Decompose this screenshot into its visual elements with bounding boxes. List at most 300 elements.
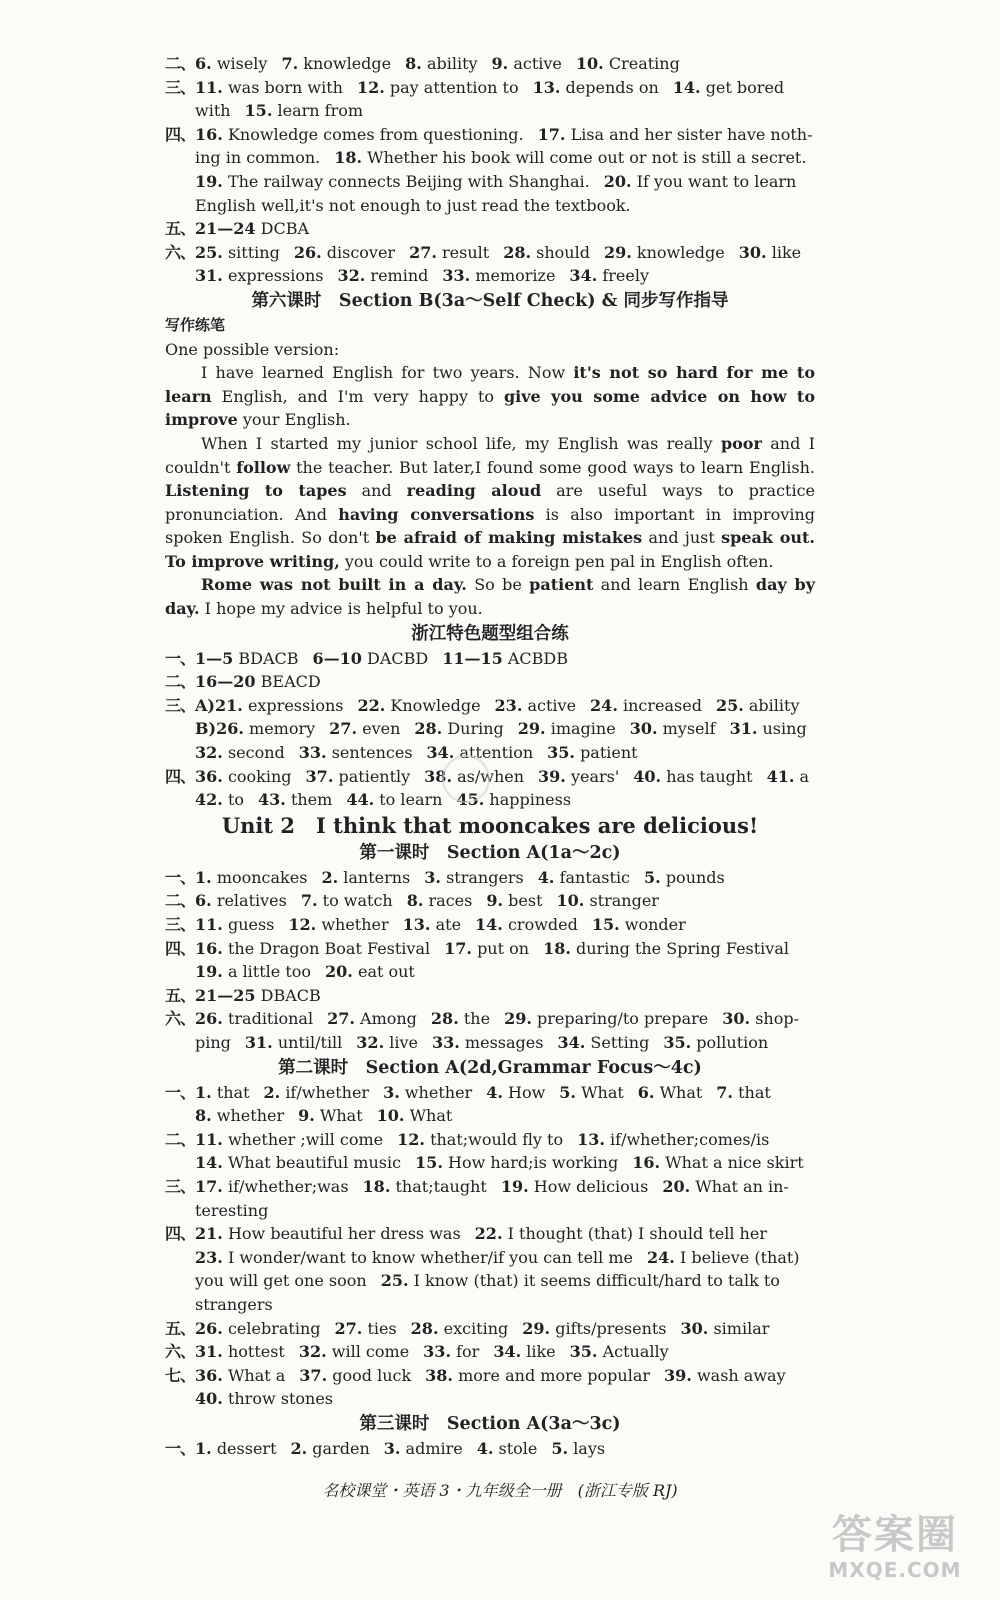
answer-text: knowledge <box>303 54 392 73</box>
answer-text: Knowledge <box>390 695 481 715</box>
answer-text: shop- <box>755 1009 799 1029</box>
question-number: 11. <box>195 77 223 97</box>
answer-line <box>165 1340 815 1364</box>
question-number: 23. <box>494 695 523 715</box>
answer-text: best <box>508 891 543 911</box>
writing-paragraph-2 <box>165 432 815 574</box>
essay-text: you could write to a foreign pen pal in English often. <box>339 551 774 571</box>
question-number: 12. <box>397 1129 425 1149</box>
question-number: 26. <box>195 1318 223 1338</box>
section-number: 四、 <box>165 938 196 958</box>
question-number: 25. <box>380 1271 409 1291</box>
question-number: 34. <box>493 1342 522 1362</box>
essay-text: and learn English <box>593 575 756 595</box>
question-number: 7. <box>281 54 299 73</box>
answer-line <box>165 1387 815 1411</box>
answer-text: increased <box>622 695 702 715</box>
answer-text: DACBD <box>367 648 429 668</box>
section-number: 一、 <box>165 1438 196 1458</box>
question-number: 28. <box>503 242 532 262</box>
answer-text: Creating <box>608 54 680 73</box>
question-number: 33. <box>442 266 471 286</box>
answer-text: whether <box>216 1106 285 1126</box>
question-number: 10. <box>556 891 585 911</box>
answer-text: What a nice skirt <box>665 1153 804 1173</box>
answer-text: I wonder/want to know whether/if you can tell me <box>227 1247 633 1267</box>
answer-line <box>165 937 815 961</box>
answer-text: knowledge <box>636 242 725 262</box>
section-number: 二、 <box>165 54 196 73</box>
question-number: 18. <box>543 938 571 958</box>
answer-text: lanterns <box>343 867 411 887</box>
question-number: 25. <box>715 695 744 715</box>
essay-text: are useful ways to practice pronunciation. And <box>165 481 816 524</box>
question-number: 37. <box>299 1365 328 1385</box>
answer-text: garden <box>312 1438 370 1458</box>
lesson-1-heading: 第一课时 Section A(1a～2c) <box>359 842 621 863</box>
question-number: B)26. <box>195 719 244 739</box>
highlight-phrase: follow <box>236 457 291 477</box>
section-number: 五、 <box>165 1318 196 1338</box>
question-number: 35. <box>663 1032 692 1052</box>
question-number: 11. <box>195 915 223 934</box>
answer-line <box>165 741 815 765</box>
answer-text: ACBDB <box>507 648 568 668</box>
answer-text: DBACB <box>260 985 321 1005</box>
answer-text: BEACD <box>260 672 321 692</box>
question-number: 2. <box>290 1438 308 1458</box>
answer-text: What <box>581 1082 624 1102</box>
answer-line <box>165 1437 815 1461</box>
answer-text: was born with <box>227 77 343 97</box>
question-number: 32. <box>356 1032 385 1052</box>
answer-line <box>165 889 815 913</box>
question-number: 9. <box>486 891 504 911</box>
question-number: 32. <box>298 1342 327 1362</box>
section-number: 四、 <box>165 124 196 144</box>
section-number: 四、 <box>165 766 196 786</box>
question-number: 18. <box>362 1176 391 1196</box>
question-number: 39. <box>664 1365 692 1385</box>
question-number: 17. <box>444 938 472 958</box>
answer-text: What an in- <box>695 1176 789 1196</box>
lesson-6-heading: 第六课时 Section B(3a～Self Check) & 同步写作指导 <box>251 290 729 311</box>
question-number: 19. <box>195 171 223 191</box>
question-number: 34. <box>557 1032 586 1052</box>
answer-text: BDACB <box>238 648 299 668</box>
question-number: 13. <box>532 77 561 97</box>
question-number: 20. <box>662 1176 691 1196</box>
essay-text: and just <box>642 528 722 548</box>
answer-text: How delicious <box>533 1176 649 1196</box>
answer-text: What beautiful music <box>227 1153 402 1173</box>
question-number: 24. <box>590 695 618 715</box>
answer-text: races <box>428 891 473 911</box>
question-number: 13. <box>402 915 431 934</box>
answer-text: for <box>456 1342 480 1362</box>
answer-text: to <box>227 790 244 810</box>
question-number: 8. <box>195 1106 212 1126</box>
question-number: 32. <box>337 266 366 286</box>
answer-line <box>165 52 815 76</box>
answer-text: that <box>738 1082 771 1102</box>
question-number: 11. <box>195 1129 223 1149</box>
question-number: 27. <box>327 1009 355 1029</box>
question-number: 31. <box>244 1032 273 1052</box>
answer-text: live <box>389 1032 418 1052</box>
section-number: 二、 <box>165 1129 196 1149</box>
section-number: 五、 <box>165 219 196 239</box>
question-number: 8. <box>405 54 422 73</box>
answer-text: fantastic <box>559 867 631 887</box>
answer-text: whether <box>321 915 389 934</box>
question-number: 24. <box>647 1247 675 1267</box>
answer-text: to watch <box>322 891 393 911</box>
answer-text: pay attention to <box>389 77 519 97</box>
section-number: 三、 <box>165 915 196 934</box>
question-number: A)21. <box>195 695 243 715</box>
answer-text: that;would fly to <box>430 1129 564 1149</box>
question-number: 11—15 <box>442 648 503 668</box>
question-number: 21—25 <box>195 985 256 1005</box>
question-number: 4. <box>476 1438 494 1458</box>
answer-text: traditional <box>227 1009 314 1029</box>
question-number: 32. <box>195 743 223 763</box>
answer-text: memorize <box>475 266 556 286</box>
writing-paragraph-3 <box>165 573 815 620</box>
answer-text: discover <box>326 242 396 262</box>
answer-text: How <box>507 1082 546 1102</box>
watermark-mark: 答案圈 <box>832 1512 958 1558</box>
answer-text: wisely <box>216 54 268 73</box>
answer-line <box>165 146 815 170</box>
question-number: 1. <box>195 1082 212 1102</box>
answer-text: patiently <box>338 766 411 786</box>
question-number: 33. <box>298 743 327 763</box>
section-number: 五、 <box>165 985 196 1005</box>
essay-text: and <box>346 481 407 501</box>
answer-text: DCBA <box>260 219 310 239</box>
question-number: 29. <box>603 242 632 262</box>
answer-text: ing in common. <box>195 148 321 168</box>
answer-text: as/when <box>457 766 525 786</box>
answer-line <box>165 670 815 694</box>
highlight-phrase: day by day. <box>165 575 816 619</box>
answer-text: pounds <box>665 867 725 887</box>
unit-title: Unit 2 I think that mooncakes are delicious! <box>221 812 759 838</box>
answer-line <box>165 241 815 265</box>
highlight-phrase: speak out. To improve writing, <box>165 528 815 571</box>
question-number: 21—24 <box>195 219 256 239</box>
question-number: 19. <box>195 962 223 982</box>
question-number: 45. <box>456 790 485 810</box>
question-number: 26. <box>195 1009 223 1029</box>
essay-text: and I couldn't <box>165 433 816 477</box>
page-footer: 名校课堂・英语 3・九年级全一册 (浙江专版 RJ) <box>322 1481 678 1500</box>
highlight-phrase: having conversations <box>338 504 535 524</box>
answer-text: Actually <box>602 1342 669 1362</box>
answers-lesson-2 <box>165 1081 815 1411</box>
question-number: 27. <box>334 1318 363 1338</box>
essay-text: the teacher. But later,I found some good ways to learn English. <box>290 457 816 477</box>
answer-line <box>165 1222 815 1246</box>
answer-text: throw stones <box>227 1389 333 1409</box>
answer-text: the Dragon Boat Festival <box>227 938 431 958</box>
highlight-phrase: Rome was not built in a day. <box>201 575 467 595</box>
question-number: 15. <box>244 101 273 121</box>
writing-paragraph-1 <box>165 361 815 432</box>
answer-text: Knowledge comes from questioning. <box>227 124 524 144</box>
answer-page <box>165 52 815 1460</box>
answer-line <box>165 217 815 241</box>
question-number: 16. <box>195 938 223 958</box>
answer-text: sentences <box>331 743 413 763</box>
answer-text: active <box>513 54 562 73</box>
answer-text: with <box>195 101 231 121</box>
question-number: 15. <box>415 1153 443 1173</box>
answer-text: even <box>362 719 401 739</box>
answer-text: like <box>526 1342 556 1362</box>
question-number: 12. <box>356 77 385 97</box>
answer-line <box>165 194 815 218</box>
essay-text: When I started my junior school life, my English was really <box>201 433 721 453</box>
answer-text: I thought (that) I should tell her <box>507 1224 767 1244</box>
answers-lesson-3 <box>165 1437 815 1461</box>
essay-text: I have learned English for two years. Now <box>201 363 574 383</box>
question-number: 10. <box>376 1106 405 1126</box>
answer-text: stranger <box>589 891 659 911</box>
question-number: 34. <box>569 266 598 286</box>
answer-text: wash away <box>696 1365 786 1385</box>
answer-text: myself <box>662 719 716 739</box>
section-number: 四、 <box>165 1224 196 1244</box>
question-number: 9. <box>491 54 509 73</box>
answer-text: learn from <box>277 101 364 121</box>
question-number: 14. <box>672 77 701 97</box>
answers-unit1-section <box>165 52 815 288</box>
answer-text: During <box>447 719 504 739</box>
question-number: 3. <box>383 1082 400 1102</box>
question-number: 28. <box>430 1009 459 1029</box>
question-number: 40. <box>633 766 662 786</box>
answer-text: English well,it's not enough to just read the textbook. <box>195 195 631 215</box>
answer-text: result <box>442 242 490 262</box>
essay-text: So be <box>466 575 530 595</box>
answer-text: ate <box>435 915 462 934</box>
question-number: 37. <box>305 766 334 786</box>
answer-text: a little too <box>227 962 312 982</box>
answer-text: a <box>799 766 810 786</box>
answer-text: if/whether;was <box>227 1176 349 1196</box>
question-number: 36. <box>195 1365 223 1385</box>
question-number: 21. <box>195 1224 223 1244</box>
answer-text: celebrating <box>227 1318 321 1338</box>
answer-text: dessert <box>216 1438 277 1458</box>
answer-line <box>165 1246 815 1270</box>
answer-line <box>165 960 815 984</box>
question-number: 12. <box>288 915 317 934</box>
question-number: 30. <box>680 1318 709 1338</box>
highlight-phrase: Listening to tapes <box>165 481 347 501</box>
answer-text: lays <box>573 1438 606 1458</box>
answer-text: like <box>771 242 802 262</box>
essay-text: your English. <box>237 410 351 430</box>
answer-line <box>165 866 815 890</box>
question-number: 3. <box>383 1438 401 1458</box>
question-number: 4. <box>537 867 555 887</box>
question-number: 28. <box>414 719 443 739</box>
question-number: 22. <box>474 1224 503 1244</box>
highlight-phrase: give you some advice on how to improve <box>165 386 815 430</box>
answer-text: during the Spring Festival <box>576 938 789 958</box>
question-number: 9. <box>298 1106 315 1126</box>
question-number: 6—10 <box>312 648 362 668</box>
answer-text: second <box>227 743 285 763</box>
question-number: 17. <box>537 124 566 144</box>
question-number: 39. <box>538 766 566 786</box>
highlight-phrase: it's not so hard for me to learn <box>165 363 815 406</box>
answer-line <box>165 913 815 937</box>
answers-lesson-1 <box>165 866 815 1055</box>
answer-text: get bored <box>705 77 785 97</box>
question-number: 3. <box>424 867 441 887</box>
essay-text: English, and I'm very happy to <box>211 386 504 406</box>
zhejiang-heading: 浙江特色题型组合练 <box>411 623 569 644</box>
answer-text: pollution <box>696 1032 769 1052</box>
question-number: 23. <box>195 1247 223 1267</box>
answer-text: Setting <box>590 1032 650 1052</box>
answer-text: How hard;is working <box>447 1153 619 1173</box>
section-number: 二、 <box>165 891 196 911</box>
highlight-phrase: patient <box>529 575 594 595</box>
answer-line <box>165 99 815 123</box>
answer-text: years' <box>570 766 620 786</box>
answer-text: until/till <box>277 1032 343 1052</box>
writing-label: 写作练笔 <box>165 315 226 334</box>
question-number: 43. <box>258 790 286 810</box>
answer-text: admire <box>405 1438 463 1458</box>
question-number: 29. <box>522 1318 551 1338</box>
answer-text: ties <box>367 1318 397 1338</box>
answer-text: ability <box>748 695 800 715</box>
question-number: 2. <box>321 867 339 887</box>
question-number: 20. <box>603 171 632 191</box>
answer-text: expressions <box>247 695 344 715</box>
answer-text: exciting <box>443 1318 509 1338</box>
question-number: 19. <box>500 1176 529 1196</box>
answer-text: you will get one soon <box>195 1271 367 1291</box>
section-number: 三、 <box>165 77 196 97</box>
answer-text: ping <box>195 1032 231 1052</box>
answer-text: active <box>527 695 577 715</box>
question-number: 5. <box>644 867 661 887</box>
section-number: 二、 <box>165 672 196 692</box>
answer-text: cooking <box>227 766 292 786</box>
answer-line <box>165 1104 815 1128</box>
question-number: 29. <box>517 719 546 739</box>
question-number: 42. <box>195 790 223 810</box>
answer-text: remind <box>370 266 429 286</box>
answer-line <box>165 123 815 147</box>
answer-text: Lisa and her sister have noth- <box>570 124 813 144</box>
question-number: 31. <box>195 1342 223 1362</box>
answer-text: similar <box>713 1318 770 1338</box>
section-number: 三、 <box>165 1176 196 1196</box>
question-number: 6. <box>195 54 212 73</box>
answer-text: patient <box>580 743 638 763</box>
question-number: 38. <box>424 766 453 786</box>
question-number: 7. <box>300 891 318 911</box>
answer-line <box>165 694 815 718</box>
question-number: 36. <box>195 766 223 786</box>
question-number: 18. <box>334 148 363 168</box>
answer-line <box>165 1199 815 1223</box>
answer-text: if/whether <box>285 1082 370 1102</box>
answer-text: to learn <box>379 790 443 810</box>
question-number: 27. <box>409 242 437 262</box>
answers-zhejiang-section <box>165 647 815 812</box>
answer-text: whether <box>404 1082 473 1102</box>
answer-text: What <box>319 1106 363 1126</box>
answer-line <box>165 1031 815 1055</box>
answer-line <box>165 765 815 789</box>
answer-text: Among <box>360 1009 417 1029</box>
question-number: 16. <box>632 1153 661 1173</box>
lesson-3-heading: 第三课时 Section A(3a～3c) <box>359 1413 621 1434</box>
site-watermark-logo <box>810 1512 980 1592</box>
section-number: 七、 <box>165 1365 196 1385</box>
question-number: 33. <box>431 1032 460 1052</box>
question-number: 35. <box>569 1342 598 1362</box>
section-number: 六、 <box>165 1009 196 1029</box>
answer-text: messages <box>464 1032 544 1052</box>
answer-text: freely <box>602 266 650 286</box>
answer-line <box>165 1081 815 1105</box>
answer-text: attention <box>459 743 534 763</box>
essay-text: I hope my advice is helpful to you. <box>199 599 483 619</box>
question-number: 16. <box>195 124 223 144</box>
answer-text: the <box>463 1009 491 1029</box>
answer-line <box>165 647 815 671</box>
answer-line <box>165 1128 815 1152</box>
section-number: 一、 <box>165 867 196 887</box>
question-number: 31. <box>195 266 223 286</box>
answer-text: crowded <box>507 915 578 934</box>
answer-text: more and more popular <box>458 1365 651 1385</box>
answer-text: How beautiful her dress was <box>227 1224 461 1244</box>
answer-text: Whether his book will come out or not is still a secret. <box>367 148 807 168</box>
answer-text: mooncakes <box>216 867 308 887</box>
answer-text: What a <box>227 1365 286 1385</box>
watermark-url: MXQE.COM <box>828 1558 962 1582</box>
answer-line <box>165 1269 815 1293</box>
answer-text: wonder <box>624 915 686 934</box>
answer-text: sitting <box>227 242 280 262</box>
answer-text: guess <box>227 915 275 934</box>
answer-text: relatives <box>216 891 287 911</box>
answer-text: ability <box>426 54 478 73</box>
answer-text: What <box>659 1082 703 1102</box>
question-number: 30. <box>722 1009 751 1029</box>
highlight-phrase: poor <box>720 433 762 453</box>
section-number: 一、 <box>165 648 196 668</box>
question-number: 15. <box>591 915 620 934</box>
question-number: 8. <box>406 891 424 911</box>
question-number: 4. <box>486 1082 503 1102</box>
section-number: 三、 <box>165 695 196 715</box>
answer-line <box>165 1007 815 1031</box>
question-number: 33. <box>423 1342 452 1362</box>
